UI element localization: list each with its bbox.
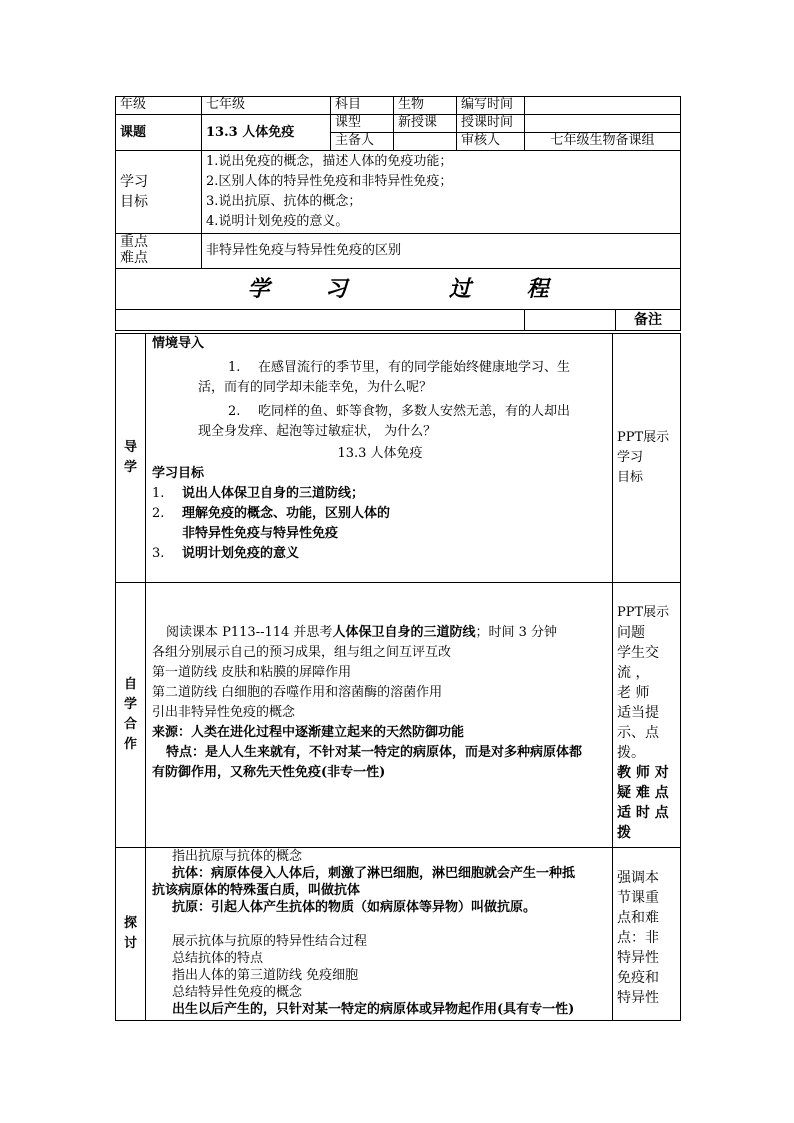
source-line: 来源：人类在进化过程中逐渐建立起来的天然防御功能 — [152, 725, 465, 740]
intro-notes — [613, 334, 681, 583]
reviewer-label: 审核人 — [457, 133, 525, 151]
objective-item: 4.说明计划免疫的意义。 — [206, 214, 349, 229]
teach-time-label: 授课时间 — [457, 115, 525, 133]
goal-text: 理解免疫的概念、功能，区别人体的 — [182, 506, 391, 521]
section-label-discussion — [116, 848, 146, 1021]
section-label-self-study — [116, 583, 146, 848]
antigen-line: 抗原：引起人体产生抗体的物质（如病原体等异物）叫做抗原。 — [172, 900, 537, 915]
note-line: 流 ， — [617, 665, 650, 681]
header-table — [115, 96, 681, 331]
text-line: 展示抗体与抗原的特异性结合过程 — [172, 934, 368, 949]
goal-item — [152, 524, 608, 544]
process-title-char: 程 — [526, 276, 549, 302]
discussion-content — [146, 848, 613, 1021]
keypoints-value: 非特异性免疫与特异性免疫的区别 — [202, 234, 681, 269]
preparer-value — [394, 133, 457, 151]
note-line: 免疫和 — [617, 970, 659, 986]
question-1-line-2: 活，而有的同学却未能幸免，为什么呢？ — [198, 380, 433, 395]
text-line: 总结特异性免疫的概念 — [172, 985, 303, 1000]
objectives-label-line: 学习 — [120, 174, 148, 190]
self-study-content — [146, 583, 613, 848]
note-line: 问题 — [617, 625, 645, 641]
notes-header: 备注 — [615, 310, 680, 330]
note-line: PPT展示 — [617, 605, 670, 620]
note-line: 示、点 — [617, 725, 659, 741]
reviewer-value: 七年级生物备课组 — [525, 133, 681, 151]
question-number: 2. — [228, 404, 241, 419]
note-line: 节课重 — [617, 890, 659, 906]
section-label-char: 讨 — [123, 936, 137, 951]
read-line — [152, 623, 608, 643]
feature-line: 有防御作用，又称先天性免疫(非专一性) — [152, 765, 386, 780]
text-line: 第一道防线 皮肤和粘膜的屏障作用 — [152, 665, 352, 680]
goal-number: 1. — [152, 486, 165, 501]
topic-label: 课题 — [116, 115, 202, 151]
question-number: 1. — [228, 360, 241, 375]
goal-item — [152, 544, 608, 564]
read-bold: 人体保卫自身的三道防线 — [332, 625, 476, 640]
text-line: 总结抗体的特点 — [172, 951, 264, 966]
process-title-char: 过 — [448, 276, 471, 302]
note-line: 适当提 — [617, 705, 659, 721]
text-line: 引出非特异性免疫的概念 — [152, 705, 296, 720]
note-line: 学习 — [617, 450, 644, 465]
goal-number: 3. — [152, 546, 165, 561]
intro-content — [146, 334, 613, 583]
note-line: 点：非 — [617, 930, 659, 946]
read-prefix: 阅读课本 P113--114 并思考 — [166, 625, 333, 640]
section-label-char: 自 — [123, 677, 137, 692]
goal-item — [152, 504, 608, 524]
note-line: PPT展示 — [617, 430, 670, 445]
note-line: 老 师 — [617, 685, 650, 701]
note-line: 点和难 — [617, 910, 659, 926]
note-line: 学生交 — [617, 645, 659, 661]
subject-label: 科目 — [331, 97, 394, 115]
section-label-intro — [116, 334, 146, 583]
section-label-char: 导 — [123, 440, 137, 455]
objective-item: 1.说出免疫的概念，描述人体的免疫功能； — [206, 154, 453, 169]
notes-header-cell — [525, 310, 681, 331]
process-title-char: 习 — [325, 276, 348, 302]
lesson-type-value: 新授课 — [394, 115, 457, 133]
subject-value: 生物 — [394, 97, 457, 115]
teach-time-value — [525, 115, 681, 133]
section-label-char: 学 — [123, 697, 137, 712]
goal-text: 说出人体保卫自身的三道防线； — [182, 486, 365, 501]
text-line: 出生以后产生的，只针对某一特定的病原体或异物起作用(具有专一性) — [172, 1002, 575, 1017]
process-title — [116, 269, 681, 310]
discussion-notes — [613, 848, 681, 1021]
main-table — [115, 333, 681, 1021]
process-title-char: 学 — [247, 276, 270, 302]
compile-time-label: 编写时间 — [457, 97, 525, 115]
compile-time-value — [525, 97, 681, 115]
preparer-label: 主备人 — [331, 133, 394, 151]
note-line: 拨。 — [617, 745, 645, 761]
text-line: 第二道防线 白细胞的吞噬作用和溶菌酶的溶菌作用 — [152, 685, 443, 700]
goals-title: 学习目标 — [152, 466, 205, 481]
note-line: 拨 — [617, 825, 631, 841]
question-text: 吃同样的鱼、虾等食物，多数人安然无恙，有的人却出 — [258, 404, 571, 419]
note-line: 适 时 点 — [617, 805, 669, 821]
objective-item: 2.区别人体的特异性免疫和非特异性免疫； — [206, 174, 453, 189]
note-line: 特异性 — [617, 950, 659, 966]
note-line: 目标 — [617, 470, 644, 485]
goal-text: 非特异性免疫与特异性免疫 — [182, 526, 339, 541]
feature-line: 特点：是人人生来就有，不针对某一特定的病原体，而是对多种病原体都 — [166, 745, 583, 760]
objectives-list — [202, 151, 681, 234]
keypoints-label — [116, 234, 202, 269]
text-line: 指出人体的第三道防线 免疫细胞 — [172, 968, 359, 983]
lesson-heading: 13.3 人体免疫 — [337, 446, 423, 461]
text-line: 各组分别展示自己的预习成果，组与组之间互评互改 — [152, 645, 452, 660]
situation-title: 情境导入 — [152, 336, 205, 351]
section-label-char: 作 — [123, 737, 137, 752]
goal-number: 2. — [152, 506, 165, 521]
question-1-line-1 — [152, 358, 608, 378]
section-label-char: 学 — [123, 460, 137, 475]
objectives-label-line: 目标 — [120, 194, 148, 210]
keypoints-label-line: 难点 — [120, 250, 148, 266]
section-label-char: 合 — [123, 717, 137, 732]
grade-label: 年级 — [116, 97, 202, 115]
goal-text: 说明计划免疫的意义 — [182, 546, 300, 561]
topic-value: 13.3 人体免疫 — [202, 115, 331, 151]
grade-value: 七年级 — [202, 97, 331, 115]
antibody-line: 抗体：病原体侵入人体后，刺激了淋巴细胞，淋巴细胞就会产生一种抵 — [172, 866, 576, 881]
question-2-line-2: 现全身发痒、起泡等过敏症状， 为什么？ — [198, 424, 437, 439]
goal-item — [152, 484, 608, 504]
lesson-type-label: 课型 — [331, 115, 394, 133]
note-line: 强调本 — [617, 870, 659, 886]
antibody-line: 抗该病原体的特殊蛋白质，叫做抗体 — [152, 883, 361, 898]
question-2-line-1 — [152, 402, 608, 422]
keypoints-label-line: 重点 — [120, 234, 148, 250]
self-study-notes — [613, 583, 681, 848]
notes-header-spacer — [116, 310, 525, 331]
note-line: 疑 难 点 — [617, 785, 669, 801]
note-line: 特异性 — [617, 990, 659, 1006]
objectives-label — [116, 151, 202, 234]
objective-item: 3.说出抗原、抗体的概念； — [206, 194, 362, 209]
read-suffix: ；时间 3 分钟 — [475, 625, 557, 640]
section-label-char: 探 — [123, 916, 137, 931]
question-text: 在感冒流行的季节里，有的同学能始终健康地学习、生 — [258, 360, 571, 375]
note-line: 教 师 对 — [617, 765, 669, 781]
text-line: 指出抗原与抗体的概念 — [172, 849, 303, 864]
